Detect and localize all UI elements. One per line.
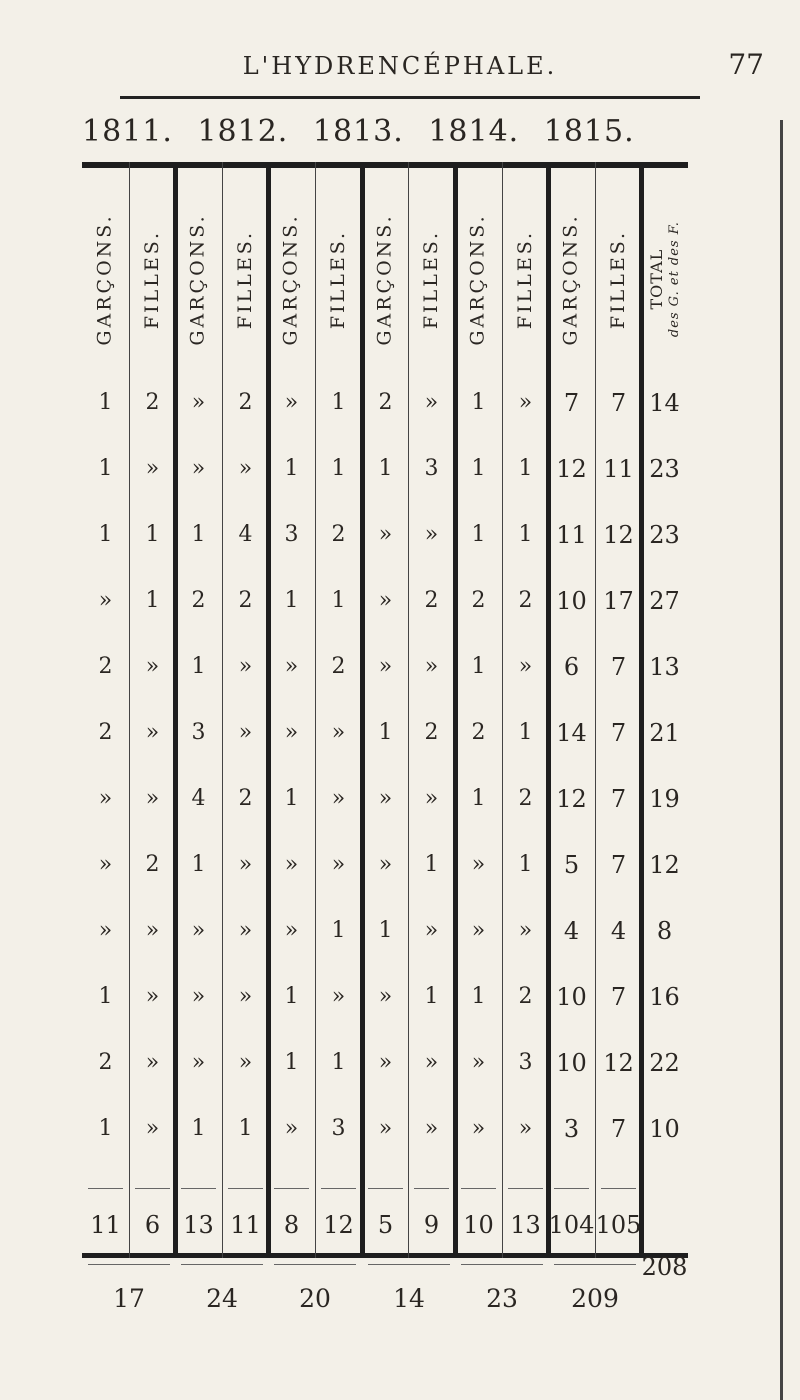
table-cell: »	[238, 456, 253, 481]
table-cell: 23	[649, 455, 680, 483]
table-cell: 2	[98, 654, 113, 679]
table-cell: 3	[563, 1115, 580, 1143]
grand-total-cell: 17	[113, 1284, 145, 1313]
subtotal-rule	[88, 1188, 123, 1189]
column-header: FILLES.	[327, 229, 350, 329]
subtotal-rule	[461, 1188, 496, 1189]
table-cell: 1	[331, 390, 346, 415]
table-cell: 1	[238, 1116, 253, 1141]
table-cell: »	[145, 720, 160, 745]
year-1815: 1815.	[543, 114, 635, 149]
table-cell: »	[145, 984, 160, 1009]
subtotal-rule	[601, 1188, 636, 1189]
table-cell: »	[471, 852, 486, 877]
table-cell: 14	[556, 719, 587, 747]
table-cell: 2	[238, 786, 253, 811]
table-cell: 7	[610, 719, 627, 747]
column-header: GARÇONS.	[467, 212, 490, 346]
table-cell: »	[284, 390, 299, 415]
table-cell: »	[191, 918, 206, 943]
running-head: L'HYDRENCÉPHALE.	[242, 52, 558, 80]
table-cell: »	[378, 852, 393, 877]
table-cell: 7	[563, 389, 580, 417]
table-cell: 23	[649, 521, 680, 549]
subtotal-cell: 11	[90, 1211, 121, 1239]
grand-total-cell: 23	[486, 1284, 518, 1313]
table-cell: »	[378, 984, 393, 1009]
subtotal-rule	[228, 1188, 263, 1189]
table-cell: 1	[191, 852, 206, 877]
subtotal-rule	[508, 1188, 543, 1189]
table-cell: 12	[603, 1049, 634, 1077]
table-cell: »	[191, 984, 206, 1009]
table-cell: »	[331, 720, 346, 745]
table-cell: 1	[471, 786, 486, 811]
table-cell: »	[284, 654, 299, 679]
table-cell: »	[331, 852, 346, 877]
table-cell: 2	[98, 1050, 113, 1075]
table-cell: 21	[649, 719, 680, 747]
grand-total-rule	[274, 1264, 356, 1265]
table-cell: 2	[424, 588, 439, 613]
table-cell: »	[424, 390, 439, 415]
subtotal-cell: 9	[423, 1211, 440, 1239]
table-cell: 7	[610, 851, 627, 879]
subtotal-cell: 13	[510, 1211, 541, 1239]
table-cell: 1	[284, 984, 299, 1009]
statistics-table	[82, 162, 688, 1313]
page-edge-rule	[780, 120, 783, 1400]
table-cell: »	[471, 918, 486, 943]
table-cell: »	[424, 918, 439, 943]
table-cell: 2	[424, 720, 439, 745]
table-cell: 4	[563, 917, 580, 945]
column-header: FILLES.	[420, 229, 443, 329]
table-cell: 12	[649, 851, 680, 879]
table-cell: »	[145, 1116, 160, 1141]
table-cell: 4	[191, 786, 206, 811]
table-cell: 2	[331, 654, 346, 679]
grand-total-rule	[88, 1264, 170, 1265]
subtotal-rule	[414, 1188, 449, 1189]
table-cell: »	[471, 1116, 486, 1141]
table-cell: 3	[284, 522, 299, 547]
table-cell: 1	[424, 984, 439, 1009]
table-cell: 7	[610, 653, 627, 681]
table-cell: 19	[649, 785, 680, 813]
table-cell: 7	[610, 389, 627, 417]
subtotal-cell: 13	[183, 1211, 214, 1239]
table-cell: »	[191, 1050, 206, 1075]
column-header: FILLES.	[234, 229, 257, 329]
subtotal-rule	[181, 1188, 216, 1189]
table-cell: 5	[563, 851, 580, 879]
table-cell: »	[98, 588, 113, 613]
subtotal-cell: 10	[463, 1211, 494, 1239]
table-cell: 11	[556, 521, 587, 549]
table-cell: 2	[518, 786, 533, 811]
subtotal-cell: 105	[595, 1211, 642, 1239]
table-cell: »	[424, 522, 439, 547]
table-cell: 1	[331, 588, 346, 613]
grand-total-cell: 209	[571, 1284, 619, 1313]
table-cell: »	[145, 786, 160, 811]
table-cell: 2	[331, 522, 346, 547]
subtotal-rule	[368, 1188, 403, 1189]
table-cell: 14	[649, 389, 680, 417]
table-cell: 1	[145, 522, 160, 547]
subtotal-cell: 12	[323, 1211, 354, 1239]
column-header: FILLES.	[514, 229, 537, 329]
table-cell: 1	[424, 852, 439, 877]
column-header: GARÇONS.	[94, 212, 117, 346]
table-cell: 22	[649, 1049, 680, 1077]
table-cell: »	[145, 1050, 160, 1075]
table-cell: »	[145, 918, 160, 943]
column-header: GARÇONS.	[560, 212, 583, 346]
table-cell: »	[424, 1116, 439, 1141]
subtotal-rule	[554, 1188, 589, 1189]
grand-total-rule	[554, 1264, 636, 1265]
table-cell: 17	[603, 587, 634, 615]
table-cell: 1	[145, 588, 160, 613]
table-cell: 1	[284, 1050, 299, 1075]
table-cell: »	[518, 390, 533, 415]
grand-total-rule	[181, 1264, 263, 1265]
page-number: 77	[728, 48, 764, 81]
table-cell: »	[98, 852, 113, 877]
total-column-header: TOTAL des G. et des F.	[646, 220, 682, 338]
table-cell: 3	[331, 1116, 346, 1141]
table-cell: 1	[191, 522, 206, 547]
table-cell: »	[284, 720, 299, 745]
table-cell: 1	[284, 456, 299, 481]
column-header: GARÇONS.	[187, 212, 210, 346]
table-cell: 1	[98, 522, 113, 547]
table-cell: »	[518, 918, 533, 943]
table-cell: »	[518, 1116, 533, 1141]
table-cell: »	[424, 786, 439, 811]
table-cell: 10	[556, 1049, 587, 1077]
table-cell: 13	[649, 653, 680, 681]
subtotal-rule	[135, 1188, 170, 1189]
year-1811: 1811.	[82, 114, 173, 149]
table-cell: 1	[518, 522, 533, 547]
subtotal-cell: 104	[548, 1211, 595, 1239]
subtotal-cell: 6	[144, 1211, 161, 1239]
table-cell: »	[238, 852, 253, 877]
table-cell: 11	[603, 455, 634, 483]
table-cell: 12	[556, 785, 587, 813]
subtotal-cell: 5	[377, 1211, 394, 1239]
table-cell: »	[238, 984, 253, 1009]
table-cell: »	[378, 1116, 393, 1141]
table-cell: 3	[191, 720, 206, 745]
table-cell: »	[191, 456, 206, 481]
table-cell: 10	[649, 1115, 680, 1143]
table-cell: »	[284, 918, 299, 943]
table-cell: 2	[98, 720, 113, 745]
table-cell: 27	[649, 587, 680, 615]
table-cell: 7	[610, 785, 627, 813]
table-cell: »	[378, 786, 393, 811]
table-cell: »	[284, 1116, 299, 1141]
grand-total-cell: 24	[206, 1284, 238, 1313]
table-cell: »	[331, 984, 346, 1009]
table-cell: 1	[518, 456, 533, 481]
table-cell: »	[238, 1050, 253, 1075]
table-cell: »	[471, 1050, 486, 1075]
table-cell: 3	[424, 456, 439, 481]
table-cell: »	[424, 1050, 439, 1075]
table-cell: »	[378, 654, 393, 679]
table-cell: »	[378, 522, 393, 547]
table-cell: 1	[471, 984, 486, 1009]
table-cell: 2	[518, 984, 533, 1009]
table-cell: »	[145, 654, 160, 679]
table-cell: 2	[191, 588, 206, 613]
table-cell: »	[145, 456, 160, 481]
column-header: FILLES.	[607, 229, 630, 329]
subtotal-rule	[274, 1188, 309, 1189]
table-cell: 1	[284, 786, 299, 811]
total-cell: 208	[641, 1253, 688, 1281]
table-cell: »	[284, 852, 299, 877]
table-cell: 2	[238, 588, 253, 613]
table-cell: 7	[610, 1115, 627, 1143]
column-header: GARÇONS.	[374, 212, 397, 346]
table-cell: 1	[331, 1050, 346, 1075]
subtotal-rule	[321, 1188, 356, 1189]
table-cell: »	[191, 390, 206, 415]
table-cell: »	[98, 786, 113, 811]
subtotal-cell: 8	[283, 1211, 300, 1239]
table-cell: 1	[331, 456, 346, 481]
table-cell: 2	[238, 390, 253, 415]
grand-total-rule	[368, 1264, 450, 1265]
table-cell: 1	[378, 918, 393, 943]
table-cell: 1	[98, 456, 113, 481]
table-cell: 1	[471, 390, 486, 415]
table-cell: 2	[518, 588, 533, 613]
table-cell: 2	[145, 852, 160, 877]
table-cell: »	[331, 786, 346, 811]
year-1812: 1812.	[197, 114, 289, 149]
table-cell: 1	[284, 588, 299, 613]
table-cell: 1	[518, 720, 533, 745]
table-cell: »	[238, 918, 253, 943]
table-cell: 1	[191, 654, 206, 679]
column-header: FILLES.	[141, 229, 164, 329]
table-cell: 12	[603, 521, 634, 549]
table-cell: »	[518, 654, 533, 679]
years-line	[82, 114, 649, 149]
table-cell: »	[424, 654, 439, 679]
year-1814: 1814.	[428, 114, 520, 149]
subtotal-cell: 11	[230, 1211, 261, 1239]
table-cell: 1	[98, 390, 113, 415]
table-cell: 7	[610, 983, 627, 1011]
table-cell: 1	[471, 456, 486, 481]
table-cell: »	[378, 588, 393, 613]
table-cell: 2	[145, 390, 160, 415]
grand-total-cell: 20	[299, 1284, 331, 1313]
table-cell: 1	[518, 852, 533, 877]
table-cell: 2	[378, 390, 393, 415]
table-cell: 12	[556, 455, 587, 483]
table-cell: 1	[191, 1116, 206, 1141]
table-cell: 10	[556, 983, 587, 1011]
table-cell: 1	[378, 720, 393, 745]
column-header: GARÇONS.	[280, 212, 303, 346]
table-cell: »	[238, 654, 253, 679]
table-cell: »	[98, 918, 113, 943]
table-cell: 1	[98, 1116, 113, 1141]
table-cell: »	[378, 1050, 393, 1075]
table-cell: 1	[471, 522, 486, 547]
grand-total-rule	[461, 1264, 543, 1265]
table-cell: 2	[471, 720, 486, 745]
table-cell: 10	[556, 587, 587, 615]
table-cell: 1	[331, 918, 346, 943]
grand-total-cell: 14	[393, 1284, 425, 1313]
table-cell: »	[238, 720, 253, 745]
table-cell: 2	[471, 588, 486, 613]
table-cell: 4	[238, 522, 253, 547]
table-cell: 3	[518, 1050, 533, 1075]
header-rule	[120, 96, 700, 99]
table-cell: 16	[649, 983, 680, 1011]
table-cell: 8	[656, 917, 673, 945]
table-cell: 1	[378, 456, 393, 481]
table-cell: 6	[563, 653, 580, 681]
table-cell: 1	[98, 984, 113, 1009]
year-1813: 1813.	[312, 114, 404, 149]
table-cell: 1	[471, 654, 486, 679]
table-cell: 4	[610, 917, 627, 945]
